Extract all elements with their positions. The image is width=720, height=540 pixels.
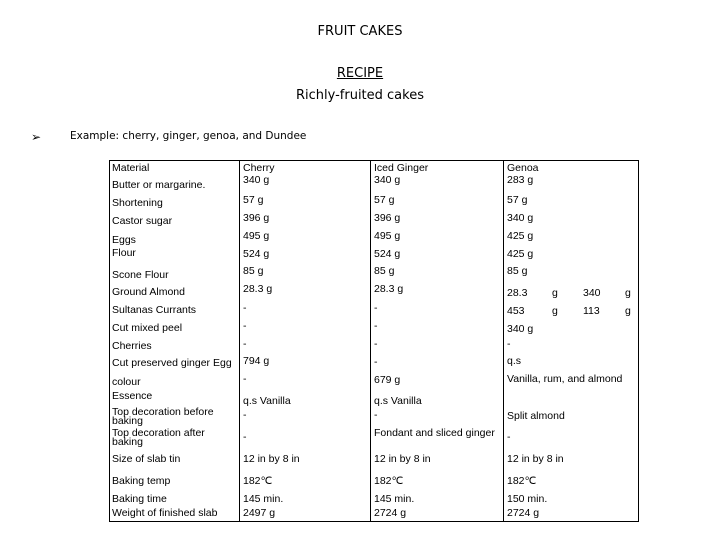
table-cell: Ground Almond — [112, 286, 185, 298]
table-cell: Butter or margarine. — [112, 179, 206, 191]
table-cell: 283 g — [507, 174, 534, 186]
table-cell: Cherries — [112, 340, 152, 352]
table-cell: q.s Vanilla — [374, 395, 422, 407]
table-cell: Size of slab tin — [112, 453, 181, 465]
table-cell: 340 g — [374, 174, 401, 186]
table-cell: 495 g — [243, 230, 270, 242]
table-cell: Essence — [112, 390, 153, 402]
table-cell: 57 g — [507, 194, 528, 206]
table-cell: 396 g — [243, 212, 270, 224]
table-cell: Baking temp — [112, 475, 171, 487]
table-cell: 396 g — [374, 212, 401, 224]
page-title: FRUIT CAKES — [317, 24, 403, 39]
column-divider — [239, 160, 240, 522]
table-cell: Castor sugar — [112, 215, 173, 227]
column-header-cherry: Cherry — [243, 162, 275, 174]
table-left-border — [109, 160, 110, 522]
table-cell: - — [243, 431, 247, 443]
table-cell: 524 g — [243, 248, 270, 260]
table-cell: 57 g — [374, 194, 395, 206]
table-cell: 340 g — [507, 323, 534, 335]
table-cell: 453 — [507, 305, 525, 317]
recipe-heading: RECIPE — [336, 66, 384, 81]
table-cell: colour — [112, 376, 141, 388]
column-divider — [503, 160, 504, 522]
column-header-ginger: Iced Ginger — [374, 162, 429, 174]
table-cell: 425 g — [507, 248, 534, 260]
table-cell: 85 g — [507, 265, 528, 277]
table-cell: g — [625, 287, 631, 299]
table-cell: - — [243, 409, 247, 421]
table-cell: 2497 g — [243, 507, 276, 519]
table-cell: Weight of finished slab — [112, 507, 218, 519]
table-cell: 679 g — [374, 374, 401, 386]
table-cell: 85 g — [374, 265, 395, 277]
table-cell: g — [552, 305, 558, 317]
table-cell: 12 in by 8 in — [374, 453, 431, 465]
table-right-border — [638, 160, 639, 522]
column-divider — [370, 160, 371, 522]
table-cell: 2724 g — [507, 507, 540, 519]
table-cell: - — [243, 338, 247, 350]
table-cell: Vanilla, rum, and almond — [507, 373, 623, 385]
arrow-bullet-icon: ➢ — [31, 130, 42, 144]
table-cell: 28.3 — [507, 287, 528, 299]
table-cell: - — [374, 356, 378, 368]
table-cell: 495 g — [374, 230, 401, 242]
table-cell: 57 g — [243, 194, 264, 206]
table-cell: - — [374, 338, 378, 350]
table-cell: - — [243, 373, 247, 385]
example-text: Example: cherry, ginger, genoa, and Dundee — [70, 130, 307, 142]
table-cell: Flour — [112, 247, 136, 259]
table-cell: 524 g — [374, 248, 401, 260]
table-cell: Cut preserved ginger Egg — [112, 357, 232, 369]
table-cell: 340 g — [243, 174, 270, 186]
column-header-genoa: Genoa — [507, 162, 539, 174]
table-cell: Baking time — [112, 493, 167, 505]
table-cell: q.s Vanilla — [243, 395, 291, 407]
table-cell: Shortening — [112, 197, 163, 209]
table-cell: 150 min. — [507, 493, 548, 505]
table-cell: 182℃ — [374, 475, 404, 487]
table-cell: Split almond — [507, 410, 565, 422]
table-cell: g — [552, 287, 558, 299]
table-cell: - — [507, 338, 511, 350]
table-cell: 113 — [583, 305, 600, 317]
table-cell: Fondant and sliced ginger — [374, 427, 495, 439]
table-top-border — [109, 160, 639, 161]
column-header-material: Material — [112, 162, 150, 174]
table-cell: 28.3 g — [374, 283, 404, 295]
table-cell: g — [625, 305, 631, 317]
table-cell: - — [374, 320, 378, 332]
table-cell: 28.3 g — [243, 283, 273, 295]
table-cell: - — [507, 431, 511, 443]
table-cell: - — [374, 409, 378, 421]
recipe-subtitle: Richly-fruited cakes — [295, 88, 424, 103]
table-cell: 12 in by 8 in — [243, 453, 300, 465]
table-cell: - — [374, 302, 378, 314]
table-cell: Sultanas Currants — [112, 304, 197, 316]
table-cell: - — [243, 302, 247, 314]
table-cell: 12 in by 8 in — [507, 453, 564, 465]
table-cell: 182℃ — [507, 475, 537, 487]
table-cell: 182℃ — [243, 475, 273, 487]
table-cell: Scone Flour — [112, 269, 169, 281]
table-cell: Cut mixed peel — [112, 322, 183, 334]
table-cell: 2724 g — [374, 507, 407, 519]
table-cell: 794 g — [243, 355, 270, 367]
table-cell: 340 g — [507, 212, 534, 224]
table-bottom-border — [109, 521, 639, 522]
table-cell: 145 min. — [374, 493, 415, 505]
table-cell: Top decoration after baking — [112, 427, 205, 448]
table-cell: 340 — [583, 287, 601, 299]
table-cell: 145 min. — [243, 493, 284, 505]
table-cell: Eggs — [112, 234, 136, 246]
table-cell: 425 g — [507, 230, 534, 242]
table-cell: Top decoration before baking — [112, 406, 214, 427]
table-cell: q.s — [507, 355, 522, 367]
table-cell: - — [243, 320, 247, 332]
table-cell: 85 g — [243, 265, 264, 277]
